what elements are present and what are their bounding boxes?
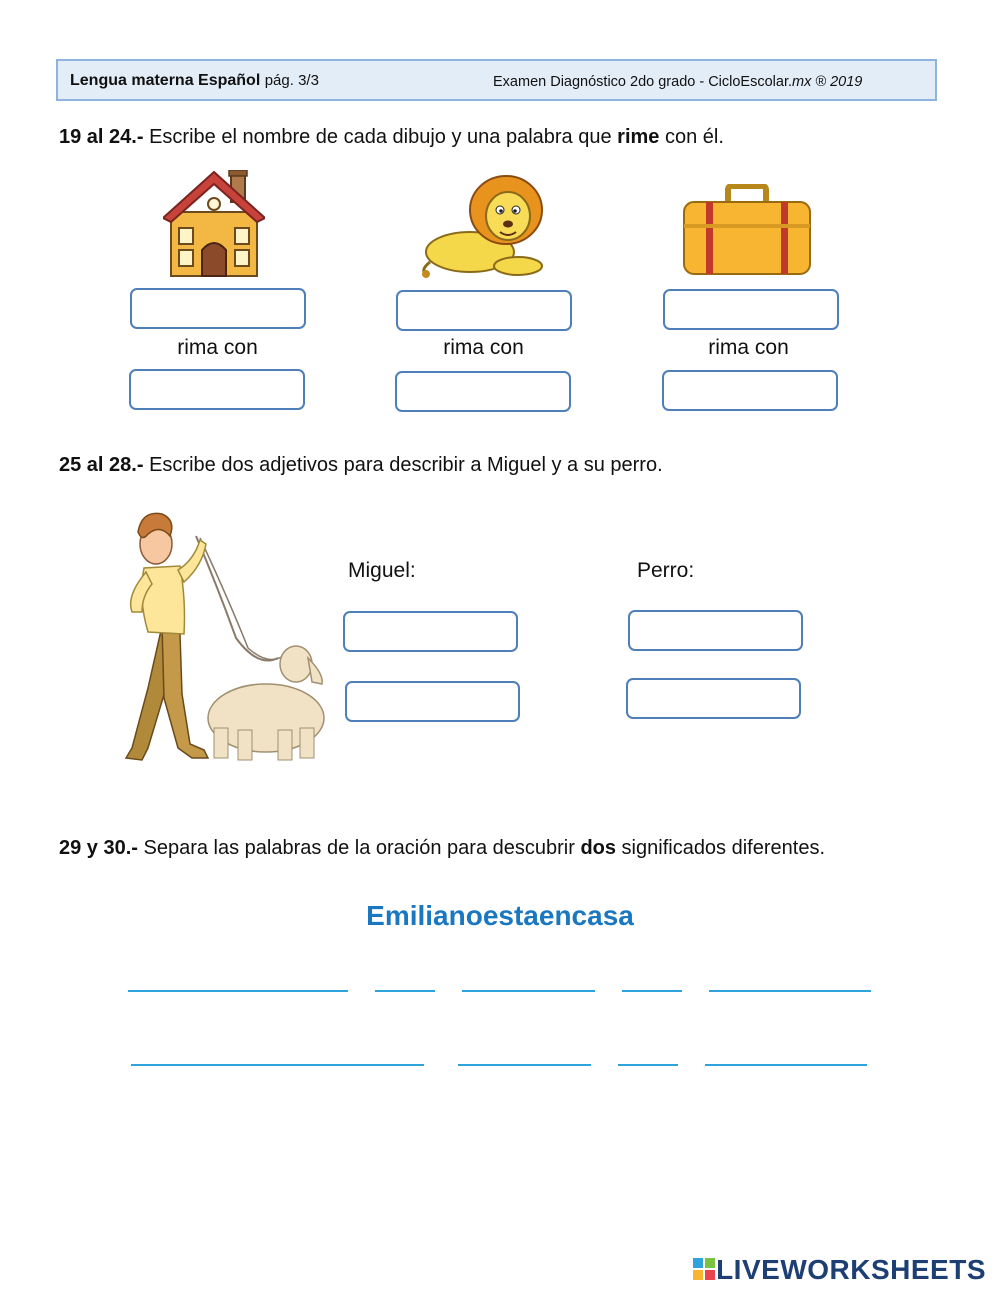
answer-line[interactable]: [128, 990, 348, 992]
sentence-to-split: Emilianoestaencasa: [366, 900, 634, 931]
rima-label: rima con: [443, 336, 524, 359]
liveworksheets-brand: LIVEWORKSHEETS: [716, 1254, 986, 1285]
question-19-24: 19 al 24.- Escribe el nombre de cada dibujo y una palabra que rime con él.: [59, 126, 724, 148]
page-header: [56, 59, 937, 101]
miguel-label: Miguel:: [348, 559, 416, 582]
liveworksheets-logo-icon: [693, 1258, 715, 1280]
word-input-house[interactable]: [130, 288, 306, 329]
question-number: 19 al 24.-: [59, 126, 144, 148]
suitcase-icon: [682, 184, 812, 276]
word-input-lion[interactable]: [396, 290, 572, 331]
miguel-adjective-input-1[interactable]: [343, 611, 518, 652]
perro-adjective-input-1[interactable]: [628, 610, 803, 651]
exam-suffix: mx ® 2019: [792, 74, 863, 90]
answer-line[interactable]: [622, 990, 682, 992]
lion-icon: [418, 174, 548, 280]
answer-line[interactable]: [375, 990, 435, 992]
answer-line[interactable]: [131, 1064, 424, 1066]
rhyme-input-house[interactable]: [129, 369, 305, 410]
question-number: 29 y 30.-: [59, 837, 138, 859]
rima-label: rima con: [708, 336, 789, 359]
answer-line[interactable]: [458, 1064, 591, 1066]
answer-line[interactable]: [462, 990, 595, 992]
answer-line[interactable]: [705, 1064, 867, 1066]
exam-title: Examen Diagnóstico 2do grado - CicloEscolar.: [493, 74, 793, 90]
question-29-30: 29 y 30.- Separa las palabras de la oración para descubrir dos significados diferentes.: [59, 837, 826, 859]
rhyme-input-suitcase[interactable]: [662, 370, 838, 411]
man-walking-dog-illustration: [118, 508, 328, 770]
miguel-adjective-input-2[interactable]: [345, 681, 520, 722]
rhyme-input-lion[interactable]: [395, 371, 571, 412]
word-input-suitcase[interactable]: [663, 289, 839, 330]
answer-line[interactable]: [618, 1064, 678, 1066]
question-25-28: 25 al 28.- Escribe dos adjetivos para describir a Miguel y a su perro.: [59, 454, 663, 476]
rima-label: rima con: [177, 336, 258, 359]
perro-adjective-input-2[interactable]: [626, 678, 801, 719]
question-number: 25 al 28.-: [59, 454, 144, 476]
house-icon: [163, 170, 265, 278]
answer-line[interactable]: [709, 990, 871, 992]
page-number: pág. 3/3: [264, 72, 319, 89]
subject-title: Lengua materna Español: [70, 72, 261, 89]
perro-label: Perro:: [637, 559, 695, 582]
